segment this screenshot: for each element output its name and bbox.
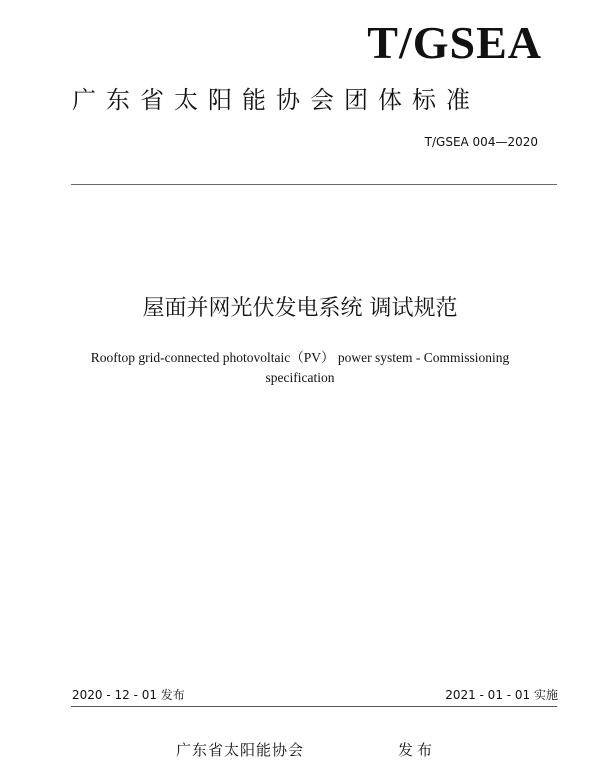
implementation-date: 2021 - 01 - 01 实施 [445,688,558,702]
english-title-line-1: Rooftop grid-connected photovoltaic（PV） power system - Commissioning [90,350,510,365]
document-title-chinese: 屋面并网光伏发电系统 调试规范 [142,296,458,321]
standard-mark-logo: T/GSEA [367,17,542,68]
issue-label: 发布 [398,741,437,759]
header-divider [71,184,557,185]
footer-divider [71,706,557,707]
publish-date: 2020 - 12 - 01 发布 [72,688,185,702]
english-title-line-2: specification [265,370,335,385]
document-title-english [60,348,540,388]
issuing-organization: 广东省太阳能协会 [176,741,305,759]
standard-number: T/GSEA 004—2020 [424,135,538,149]
organization-standard-title: 广东省太阳能协会团体标准 [72,86,480,114]
